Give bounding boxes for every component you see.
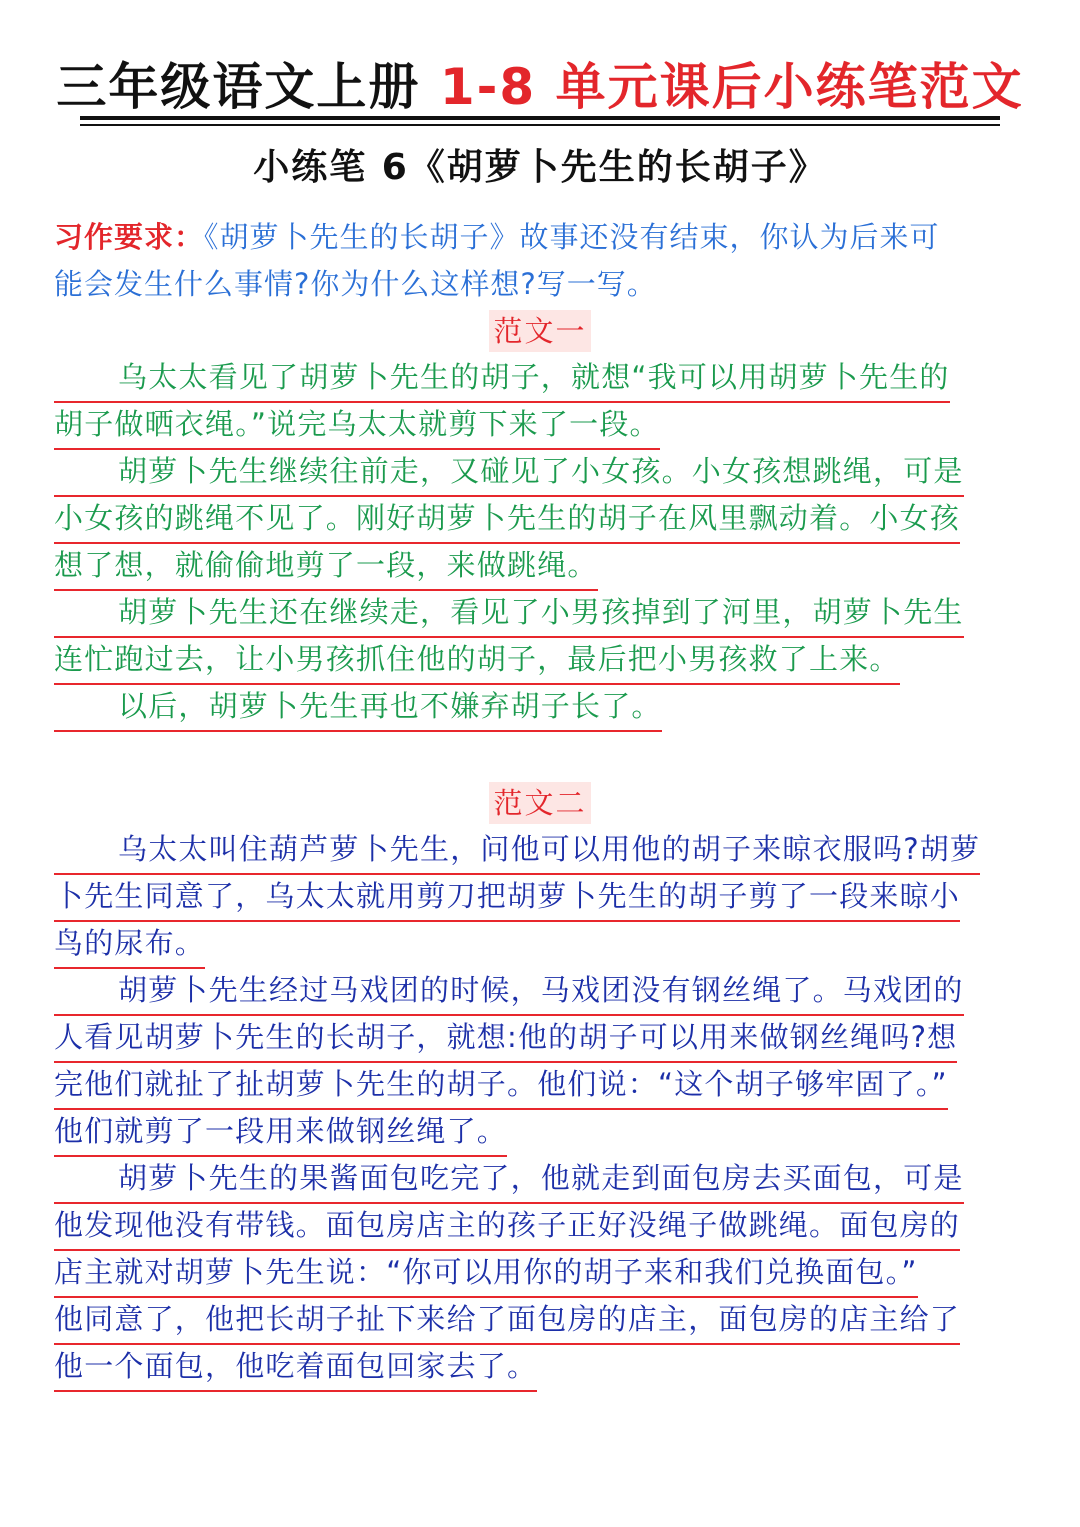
essay1-body (54, 356, 1034, 732)
requirement-line: 能会发生什么事情?你为什么这样想?写一写。 (54, 267, 657, 301)
text-line: 卜先生同意了，乌太太就用剪刀把胡萝卜先生的胡子剪了一段来晾小 (54, 875, 960, 922)
title-rule-thick (80, 116, 1000, 120)
text-line: 乌太太叫住葫芦萝卜先生，问他可以用他的胡子来晾衣服吗?胡萝 (54, 828, 980, 875)
text-line: 连忙跑过去，让小男孩抓住他的胡子，最后把小男孩救了上来。 (54, 638, 900, 685)
essay2-paragraph (54, 969, 1034, 1157)
page-title (0, 52, 1080, 122)
essay1-paragraph (54, 591, 1034, 685)
text-line: 胡萝卜先生继续往前走，又碰见了小女孩。小女孩想跳绳，可是 (54, 450, 964, 497)
text-line: 鸟的尿布。 (54, 922, 205, 969)
essay1-paragraph (54, 356, 1034, 450)
requirement-line: 《胡萝卜先生的长胡子》故事还没有结束，你认为后来可 (204, 220, 940, 254)
text-line: 胡萝卜先生还在继续走，看见了小男孩掉到了河里，胡萝卜先生 (54, 591, 964, 638)
text-line: 他一个面包，他吃着面包回家去了。 (54, 1345, 537, 1392)
text-line: 胡子做晒衣绳。”说完乌太太就剪下来了一段。 (54, 403, 660, 450)
text-line: 乌太太看见了胡萝卜先生的胡子，就想“我可以用胡萝卜先生的 (54, 356, 950, 403)
essay2-paragraph (54, 828, 1034, 969)
requirement-label: 习作要求： (54, 220, 205, 254)
essay1-paragraph (54, 450, 1034, 591)
text-line: 小女孩的跳绳不见了。刚好胡萝卜先生的胡子在风里飘动着。小女孩 (54, 497, 960, 544)
text-line: 完他们就扯了扯胡萝卜先生的胡子。他们说：“这个胡子够牢固了。” (54, 1063, 948, 1110)
essay1-heading-text: 范文一 (489, 310, 590, 352)
text-line: 胡萝卜先生的果酱面包吃完了，他就走到面包房去买面包，可是 (54, 1157, 964, 1204)
text-line: 想了想，就偷偷地剪了一段，来做跳绳。 (54, 544, 598, 591)
text-line: 人看见胡萝卜先生的长胡子，就想:他的胡子可以用来做钢丝绳吗?想 (54, 1016, 957, 1063)
essay2-body (54, 828, 1034, 1392)
title-units: 1-8 单元课后小练笔范文 (439, 58, 1024, 116)
essay2-heading-text: 范文二 (489, 782, 590, 824)
text-line: 他们就剪了一段用来做钢丝绳了。 (54, 1110, 507, 1157)
page-subtitle: 小练笔 6《胡萝卜先生的长胡子》 (253, 147, 827, 188)
essay2-heading (0, 782, 1080, 824)
text-line: 他发现他没有带钱。面包房店主的孩子正好没绳子做跳绳。面包房的 (54, 1204, 960, 1251)
essay1-paragraph (54, 685, 1034, 732)
essay2-paragraph (54, 1157, 1034, 1392)
text-line: 以后，胡萝卜先生再也不嫌弃胡子长了。 (54, 685, 662, 732)
essay1-heading (0, 310, 1080, 352)
text-line: 他同意了，他把长胡子扯下来给了面包房的店主，面包房的店主给了 (54, 1298, 960, 1345)
title-grade: 三年级语文上册 (56, 58, 440, 116)
text-line: 店主就对胡萝卜先生说：“你可以用你的胡子来和我们兑换面包。” (54, 1251, 918, 1298)
text-line: 胡萝卜先生经过马戏团的时候，马戏团没有钢丝绳了。马戏团的 (54, 969, 964, 1016)
writing-requirement (54, 214, 1034, 308)
title-rule-thin (80, 124, 1000, 126)
